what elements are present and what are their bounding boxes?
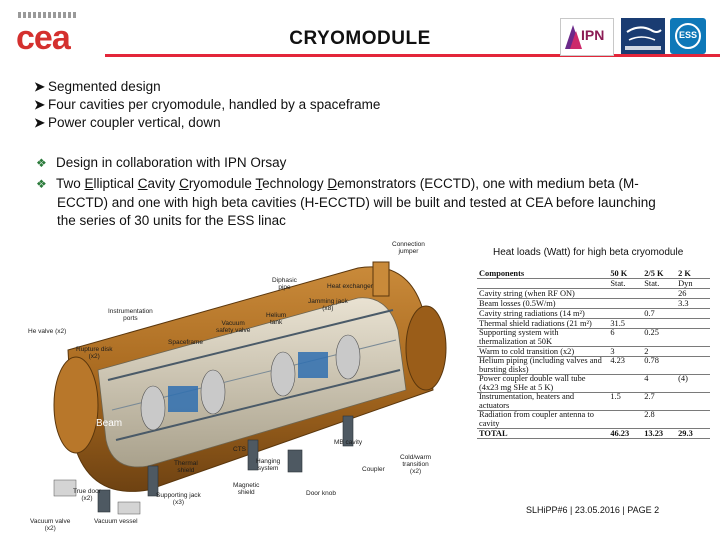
label-coupler: Coupler	[362, 466, 385, 473]
irfu-logo	[621, 18, 665, 54]
cea-logo: cea	[16, 19, 70, 57]
table-cell	[676, 393, 710, 411]
table-cell: 29.3	[676, 429, 710, 439]
label-diphasic-pipe: Diphasic pipe	[272, 277, 297, 291]
table-cell	[608, 289, 642, 299]
label-vacuum-vessel: Vacuum vessel	[94, 518, 138, 525]
table-cell: 46.23	[608, 429, 642, 439]
table-cell	[676, 411, 710, 429]
label-cts: CTS	[233, 446, 246, 453]
table-header-cell: 2/5 K	[642, 269, 676, 279]
table-row	[477, 411, 710, 429]
bullet-1	[34, 78, 161, 95]
table-cell: 0.78	[642, 357, 676, 375]
label-thermal-shield: Thermal shield	[174, 460, 198, 474]
table-row	[477, 347, 710, 357]
table-cell: TOTAL	[477, 429, 608, 439]
table-cell	[642, 299, 676, 309]
table-header-row	[477, 269, 710, 279]
ess-logo-text: ESS	[679, 30, 698, 40]
table-cell	[642, 319, 676, 329]
label-door-knob: Door knob	[306, 490, 336, 497]
label-magnetic-shield: Magnetic shield	[233, 482, 260, 496]
underlined-letter: C	[137, 176, 148, 191]
table-cell: Beam losses (0.5W/m)	[477, 299, 608, 309]
label-instrumentation-ports: Instrumentation ports	[108, 308, 153, 322]
table-row	[477, 309, 710, 319]
ess-logo	[670, 18, 706, 54]
diamond-bullet-2-line2: ECCTD) and one with high beta cavities (H-ECCTD) will be built and tested at CEA before launching	[57, 195, 656, 210]
table-cell: 3.3	[676, 299, 710, 309]
table-cell: Radiation from coupler antenna to cavity	[477, 411, 608, 429]
arrow-bullet-icon: ➤	[34, 97, 45, 112]
diamond-bullet-1	[36, 154, 286, 172]
label-supporting-jack: Supporting jack (x3)	[156, 492, 201, 506]
table-cell: 13.23	[642, 429, 676, 439]
bullet-text-part: ryomodule	[188, 176, 256, 191]
label-cold-warm-transition: Cold/warm transition (x2)	[400, 454, 432, 475]
label-he-valve: He valve (x2)	[28, 328, 67, 335]
bullet-text-part: avity	[147, 176, 180, 191]
label-helium-tank: Helium tank	[266, 312, 287, 326]
label-true-door: True door (x2)	[73, 488, 101, 502]
table-cell: 3	[608, 347, 642, 357]
table-cell: 1.5	[608, 393, 642, 411]
bullet-text: Four cavities per cryomodule, handled by a spaceframe	[48, 97, 381, 112]
label-spaceframe: Spaceframe	[168, 339, 204, 346]
table-cell: 31.5	[608, 319, 642, 329]
table-cell	[676, 347, 710, 357]
title-underline	[105, 54, 720, 57]
bullet-text: Design in collaboration with IPN Orsay	[56, 155, 287, 170]
table-cell	[676, 357, 710, 375]
bullet-2	[34, 96, 380, 113]
label-beam: Beam	[96, 418, 123, 429]
table-cell: Warm to cold transition (x2)	[477, 347, 608, 357]
table-cell	[608, 299, 642, 309]
table-header-cell: 2 K	[676, 269, 710, 279]
table-row	[477, 299, 710, 309]
bullet-text-part: lliptical	[93, 176, 138, 191]
underlined-letter: C	[179, 176, 189, 191]
table-header-cell: 50 K	[608, 269, 642, 279]
table-cell: Cavity string (when RF ON)	[477, 289, 608, 299]
table-row	[477, 357, 710, 375]
ipn-logo	[560, 18, 614, 56]
arrow-bullet-icon: ➤	[34, 79, 45, 94]
table-cell: 6	[608, 329, 642, 347]
table-cell: 2.7	[642, 393, 676, 411]
table-cell	[608, 309, 642, 319]
bullet-3	[34, 114, 221, 131]
bullet-text: Segmented design	[48, 79, 161, 94]
diamond-bullet-icon: ❖	[36, 177, 47, 191]
table-row	[477, 289, 710, 299]
table-cell: 0.25	[642, 329, 676, 347]
bullet-text-part: echnology	[262, 176, 328, 191]
table-cell: Power coupler double wall tube (4x23 mg SHe at 5 K)	[477, 375, 608, 393]
table-cell	[676, 319, 710, 329]
bullet-text-part: emonstrators (ECCTD), one with medium beta (M-	[337, 176, 639, 191]
table-cell	[642, 289, 676, 299]
label-jamming-jack: Jamming jack (x8)	[308, 298, 348, 312]
table-row	[477, 375, 710, 393]
table-subheader-row	[477, 279, 710, 289]
table-cell	[676, 329, 710, 347]
label-vacuum-valve: Vacuum valve (x2)	[30, 518, 71, 532]
table-cell: 4	[642, 375, 676, 393]
label-hanging-system: Hanging system	[256, 458, 281, 472]
diamond-bullet-2	[36, 175, 639, 193]
table-row	[477, 393, 710, 411]
table-cell	[676, 309, 710, 319]
label-rupture-disk: Rupture disk (x2)	[76, 346, 113, 360]
table-cell: Stat.	[608, 279, 642, 289]
table-cell: Cavity string radiations (14 m²)	[477, 309, 608, 319]
table-header-cell: Components	[477, 269, 608, 279]
slide-title: CRYOMODULE	[289, 28, 431, 49]
cryomodule-illustration	[28, 240, 473, 532]
table-cell: Supporting system with thermalization at 50K	[477, 329, 608, 347]
slide-footer: SLHiPP#6 | 23.05.2016 | PAGE 2	[526, 505, 660, 515]
table-cell	[608, 375, 642, 393]
table-row	[477, 319, 710, 329]
bullet-text: Power coupler vertical, down	[48, 115, 221, 130]
table-cell: 4.23	[608, 357, 642, 375]
table-cell: 2	[642, 347, 676, 357]
diamond-bullet-icon: ❖	[36, 156, 47, 170]
diamond-bullet-2-line3: the series of 30 units for the ESS linac	[57, 213, 286, 228]
table-cell: Helium piping (including valves and bursting disks)	[477, 357, 608, 375]
arrow-bullet-icon: ➤	[34, 115, 45, 130]
ipn-logo-text: IPN	[581, 27, 605, 43]
table-cell: Stat.	[642, 279, 676, 289]
label-vacuum-safety-valve: Vacuum safety valve	[216, 320, 251, 334]
table-cell: (4)	[676, 375, 710, 393]
table-cell: Dyn	[676, 279, 710, 289]
table-row	[477, 329, 710, 347]
table-total-row	[477, 429, 710, 439]
table-cell	[608, 411, 642, 429]
label-heat-exchanger: Heat exchanger	[327, 283, 373, 290]
bullet-text-part: Two	[56, 176, 85, 191]
label-connection-jumper: Connection jumper	[392, 241, 425, 255]
table-cell: 0.7	[642, 309, 676, 319]
table-caption: Heat loads (Watt) for high beta cryomodule	[493, 247, 684, 258]
table-cell: Thermal shield radiations (21 m²)	[477, 319, 608, 329]
table-cell: 26	[676, 289, 710, 299]
cea-dotline	[18, 12, 78, 18]
label-mb-cavity: MB cavity	[334, 439, 363, 446]
table-cell: 2.8	[642, 411, 676, 429]
table-cell: Instrumentation, heaters and actuators	[477, 393, 608, 411]
underlined-letter: D	[327, 176, 338, 191]
slide-header	[0, 0, 720, 62]
table-cell	[477, 279, 608, 289]
underlined-letter: T	[255, 176, 263, 191]
underlined-letter: E	[84, 176, 94, 191]
heat-load-table	[477, 269, 710, 439]
